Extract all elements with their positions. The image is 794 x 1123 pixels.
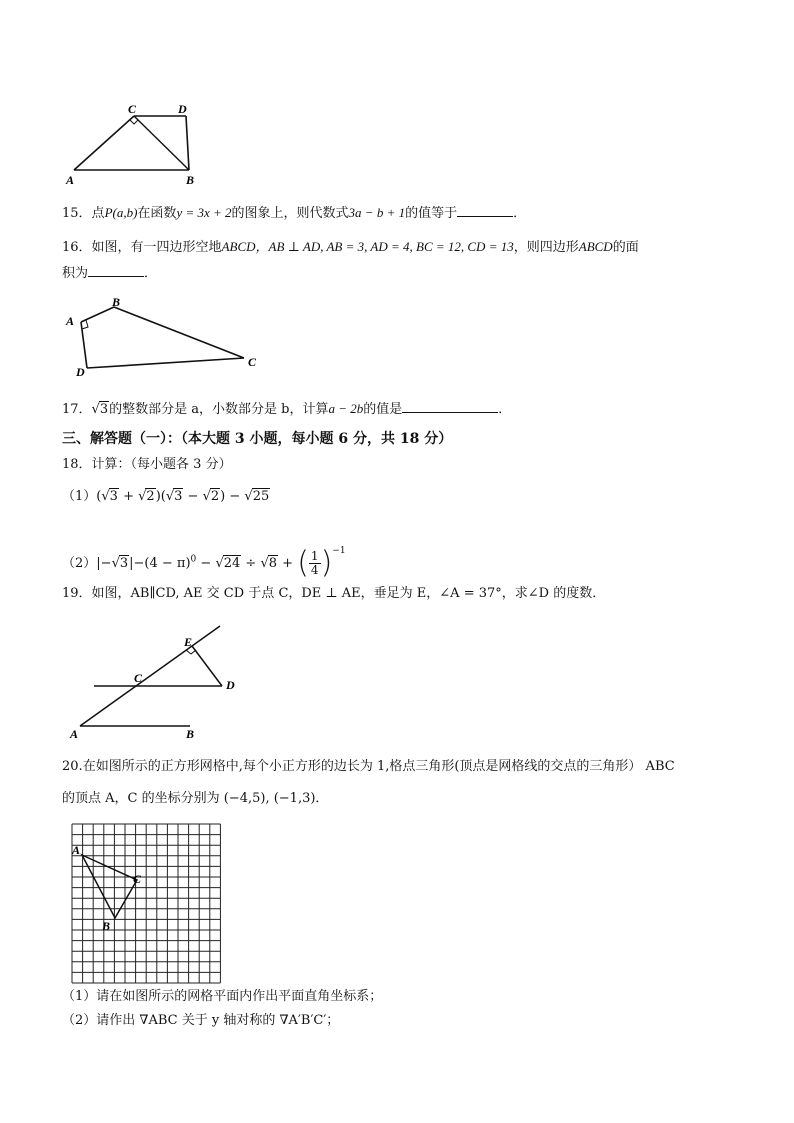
numerator: 1 [310,549,319,563]
q16-text: 积为 [62,266,89,281]
radicand: 2 [210,489,220,504]
fig16-label-d: D [76,365,85,379]
q15-end: ． [513,206,527,221]
radicand: 24 [223,556,241,571]
q15-text: 的值等于 [405,206,458,221]
q16-quad: ABCD [578,239,613,254]
fig20-label-b: B [102,919,111,933]
q15-expression: 3a − b + 1 [348,205,406,220]
q15-function: y = 3x + 2 [176,205,232,220]
fig14-label-b: B [186,173,195,187]
q16-quad: ABCD [221,239,256,254]
question-17: 17．√3的整数部分是 a，小数部分是 b，计算a − 2b的值是 ． [62,398,511,419]
fig14-label-a: A [66,173,75,187]
question-20-part1: （1）请在如图所示的网格平面内作出平面直角坐标系； [62,989,383,1004]
question-18-part2: $(2)|-√3|-(4 - \pi)^0 - √24 \div √8$ + ( $\frac{1}{4}$ )$^{-1}$ [62,545,346,581]
math: |−(4 − π) [129,556,191,571]
quadrilateral-figure [62,294,272,384]
q17-text: 的整数部分是 a，小数部分是 b，计算 [109,402,329,417]
radicand: 25 [252,489,270,504]
q20-text: 的顶点 A，C 的坐标分别为 (−4,5), (−1,3)． [62,791,329,806]
math: + [278,556,298,571]
q16-text: 如图，有一四边形空地 [91,240,222,255]
math: − [183,489,203,504]
fig14-label-d: D [178,102,187,116]
answer-blank[interactable] [402,398,498,413]
parallel-lines-figure [62,616,252,740]
answer-blank[interactable] [88,262,144,277]
math: + [118,489,139,504]
fig20-label-c: C [133,872,142,886]
fig14-label-c: C [128,102,137,116]
grid-figure [70,822,224,984]
question-19 [62,585,605,603]
fig19-label-c: C [134,671,143,685]
fig19-label-b: B [186,727,195,740]
question-18-part1: （1）(√3 + √2)(√3 − √2) − √25 [62,489,270,504]
q20-number: 20. [62,759,83,774]
q18-part1-label: （1） [62,489,97,504]
question-16 [62,238,639,257]
q16-text: ，则四边形 [513,240,579,255]
fraction [309,550,321,577]
math: ÷ [241,556,261,571]
q16-end: ． [144,266,158,281]
q17-expression: a − 2b [328,401,364,416]
radicand: 8 [268,556,278,571]
q15-number: 15． [62,206,92,221]
q18-title: 计算：（每小题各 3 分） [91,457,232,472]
q19-number: 19． [62,586,92,601]
question-15 [62,202,526,223]
q18-number: 18． [62,457,92,472]
math: − [196,556,216,571]
radicand: 3 [174,489,183,504]
q16-text: 的面 [612,240,639,255]
fig19-label-d: D [226,678,235,692]
fig19-label-e: E [184,635,193,649]
denominator: 4 [310,563,319,577]
q15-point: P(a,b) [104,205,138,220]
q16-conditions: ，AB ⊥ AD, AB = 3, AD = 4, BC = 12, CD = 13 [255,239,514,254]
fig20-label-a: A [72,843,81,857]
radicand: 3 [109,489,118,504]
q19-text: 如图，AB∥CD, AE 交 CD 于点 C，DE ⊥ AE，垂足为 E，∠A = 37°，求∠D 的度数． [91,586,606,601]
fig16-label-b: B [112,295,121,309]
question-20 [62,758,675,776]
q16-number: 16． [62,240,92,255]
answer-blank[interactable] [457,202,513,217]
q17-radicand: 3 [99,402,109,417]
q17-text: 的值是 [363,402,403,417]
question-16-line2 [62,262,157,283]
q15-text: 在函数 [137,206,177,221]
exponent: 0 [190,554,197,565]
trapezoid-figure [62,98,202,188]
radicand: 2 [146,489,155,504]
math: |− [96,556,112,571]
question-20-line2 [62,790,328,808]
question-20-part2: （2）请作出 ∇ABC 关于 y 轴对称的 ∇A′B′C′； [62,1013,340,1028]
exponent: −1 [332,546,346,556]
radicand: 3 [119,556,129,571]
section-heading: 三、解答题（一）：（本大题 3 小题，每小题 6 分，共 18 分） [62,431,453,447]
fig16-label-a: A [66,314,75,328]
fig19-label-a: A [70,727,79,740]
q17-number: 17． [62,402,92,417]
q20-text: 在如图所示的正方形网格中,每个小正方形的边长为 1,格点三角形(顶点是网格线的交点的三角形） ABC [82,759,675,774]
q15-text: 点 [91,206,105,221]
math: ( [96,489,102,504]
q17-end: ． [498,402,512,417]
math: )( [155,489,166,504]
q15-text: 的图象上，则代数式 [231,206,349,221]
math: ) − [220,489,245,504]
q18-part2-label: （2） [62,556,97,571]
question-18 [62,456,232,474]
fig16-label-c: C [248,355,257,369]
